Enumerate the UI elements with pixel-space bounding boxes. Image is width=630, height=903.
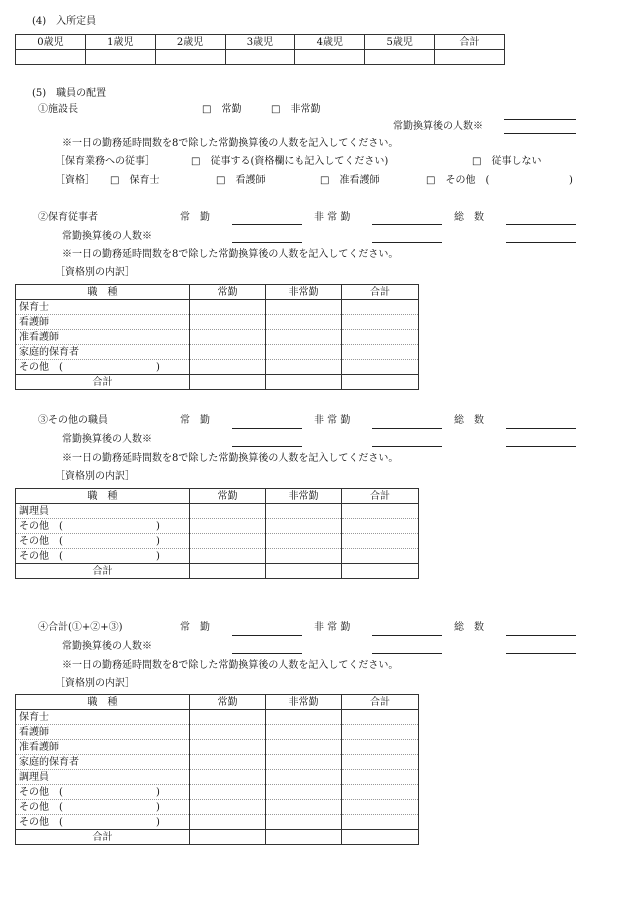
row-label — [16, 519, 190, 534]
col-type: 職 種 — [16, 285, 190, 300]
table-row — [16, 815, 419, 830]
cell[interactable] — [190, 330, 266, 345]
col-full: 常勤 — [190, 695, 266, 710]
cell[interactable] — [342, 770, 419, 785]
cell[interactable] — [266, 519, 342, 534]
cell[interactable] — [342, 315, 419, 330]
capacity-input[interactable] — [16, 50, 86, 65]
cell[interactable] — [190, 315, 266, 330]
row-label — [16, 815, 190, 830]
section-4-title: (4) 入所定員 — [32, 16, 97, 27]
age-header: 1歳児 — [85, 35, 155, 50]
cell[interactable] — [266, 785, 342, 800]
paren-close: ) — [156, 361, 160, 373]
row-label: 家庭的保育者 — [16, 345, 190, 360]
table-row — [16, 330, 419, 345]
converted-total-input[interactable] — [506, 446, 576, 447]
director-fulltime-checkbox[interactable]: □ 常勤 — [202, 104, 242, 115]
capacity-table — [15, 34, 505, 65]
grand-total-breakdown-table — [15, 694, 419, 845]
total-label: 総 数 — [454, 622, 484, 633]
row-label: 家庭的保育者 — [16, 755, 190, 770]
converted-label: 常勤換算後の人数※ — [62, 231, 152, 242]
other-staff-breakdown-table — [15, 488, 419, 579]
note: ※一日の勤務延時間数を8で除した常勤換算後の人数を記入してください。 — [62, 660, 399, 671]
total-input[interactable] — [506, 224, 576, 225]
total-row — [16, 375, 419, 390]
fulltime-label: 常 勤 — [180, 622, 210, 633]
cell[interactable] — [190, 815, 266, 830]
table-row — [16, 725, 419, 740]
cell[interactable] — [190, 800, 266, 815]
parttime-label: 非 常 勤 — [314, 415, 351, 426]
age-header: 4歳児 — [295, 35, 365, 50]
col-part: 非常勤 — [266, 695, 342, 710]
cell[interactable] — [266, 345, 342, 360]
cell[interactable] — [190, 534, 266, 549]
table-row — [16, 360, 419, 375]
cell[interactable] — [190, 300, 266, 315]
row-label-text: その他 ( — [19, 535, 63, 547]
cell[interactable] — [342, 330, 419, 345]
cell[interactable] — [190, 710, 266, 725]
converted-total-input[interactable] — [506, 653, 576, 654]
cell[interactable] — [342, 710, 419, 725]
parttime-input[interactable] — [372, 224, 442, 225]
cell[interactable] — [342, 785, 419, 800]
qual-nursery-checkbox[interactable]: □ 保育士 — [110, 175, 160, 186]
cell[interactable] — [190, 770, 266, 785]
total-row — [16, 564, 419, 579]
director-note: ※一日の勤務延時間数を8で除した常勤換算後の人数を記入してください。 — [62, 138, 399, 149]
row-label-text: その他 ( — [19, 786, 63, 798]
age-header: 合計 — [435, 35, 505, 50]
capacity-input[interactable] — [435, 50, 505, 65]
converted-fulltime-input[interactable] — [232, 242, 302, 243]
qual-other-close: ) — [569, 175, 573, 186]
duty-yes-checkbox[interactable]: □ 従事する(資格欄にも記入してください) — [191, 156, 389, 167]
duty-label: ［保育業務への従事］ — [55, 156, 155, 167]
director-converted-input[interactable] — [504, 119, 576, 120]
cell[interactable] — [190, 360, 266, 375]
converted-fulltime-input[interactable] — [232, 653, 302, 654]
col-part: 非常勤 — [266, 489, 342, 504]
capacity-input[interactable] — [155, 50, 225, 65]
cell[interactable] — [190, 725, 266, 740]
cell[interactable] — [266, 815, 342, 830]
fulltime-input[interactable] — [232, 428, 302, 429]
converted-parttime-input[interactable] — [372, 446, 442, 447]
row-label: 保育士 — [16, 300, 190, 315]
capacity-input[interactable] — [225, 50, 295, 65]
paren-close: ) — [156, 786, 160, 798]
qualification-label: ［資格］ — [55, 175, 95, 186]
row-total-label: 合計 — [16, 830, 190, 845]
cell[interactable] — [342, 800, 419, 815]
row-label: 調理員 — [16, 504, 190, 519]
row-label-text: その他 ( — [19, 361, 63, 373]
cell[interactable] — [266, 710, 342, 725]
director-label: ①施設長 — [38, 104, 78, 115]
qual-nurse-checkbox[interactable]: □ 看護師 — [216, 175, 266, 186]
col-total: 合計 — [342, 695, 419, 710]
cell[interactable] — [342, 375, 419, 390]
cell[interactable] — [190, 564, 266, 579]
row-label — [16, 785, 190, 800]
converted-label: 常勤換算後の人数※ — [62, 434, 152, 445]
parttime-label: 非 常 勤 — [314, 212, 351, 223]
table-row — [16, 315, 419, 330]
row-label — [16, 549, 190, 564]
total-label: 総 数 — [454, 212, 484, 223]
capacity-input[interactable] — [365, 50, 435, 65]
capacity-input[interactable] — [295, 50, 365, 65]
total-label: 総 数 — [454, 415, 484, 426]
col-type: 職 種 — [16, 695, 190, 710]
cell[interactable] — [342, 815, 419, 830]
childcare-workers-label: ②保育従事者 — [38, 212, 98, 223]
grand-total-label: ④合計(①+②+③) — [38, 622, 123, 633]
table-row — [16, 770, 419, 785]
capacity-input[interactable] — [85, 50, 155, 65]
row-label: 看護師 — [16, 725, 190, 740]
parttime-label: 非 常 勤 — [314, 622, 351, 633]
director-converted-label: 常勤換算後の人数※ — [393, 121, 483, 132]
row-label — [16, 360, 190, 375]
paren-close: ) — [156, 816, 160, 828]
note: ※一日の勤務延時間数を8で除した常勤換算後の人数を記入してください。 — [62, 453, 399, 464]
cell[interactable] — [266, 770, 342, 785]
cell[interactable] — [342, 504, 419, 519]
row-label: 保育士 — [16, 710, 190, 725]
converted-total-input[interactable] — [506, 242, 576, 243]
cell[interactable] — [266, 800, 342, 815]
row-label — [16, 800, 190, 815]
table-row — [16, 534, 419, 549]
paren-close: ) — [156, 520, 160, 532]
cell[interactable] — [190, 504, 266, 519]
childcare-breakdown-table — [15, 284, 419, 390]
duty-no-checkbox[interactable]: □ 従事しない — [472, 156, 542, 167]
cell[interactable] — [266, 330, 342, 345]
cell[interactable] — [342, 564, 419, 579]
table-row — [16, 800, 419, 815]
cell[interactable] — [266, 504, 342, 519]
cell[interactable] — [342, 755, 419, 770]
fulltime-input[interactable] — [232, 224, 302, 225]
cell[interactable] — [190, 755, 266, 770]
cell[interactable] — [266, 375, 342, 390]
total-row — [16, 830, 419, 845]
table-row — [16, 785, 419, 800]
converted-fulltime-input[interactable] — [232, 446, 302, 447]
cell[interactable] — [266, 725, 342, 740]
fulltime-label: 常 勤 — [180, 415, 210, 426]
total-input[interactable] — [506, 428, 576, 429]
cell[interactable] — [342, 725, 419, 740]
total-input[interactable] — [506, 635, 576, 636]
cell[interactable] — [266, 360, 342, 375]
cell[interactable] — [342, 300, 419, 315]
breakdown-label: ［資格別の内訳］ — [55, 267, 135, 278]
cell[interactable] — [266, 830, 342, 845]
table-row — [16, 710, 419, 725]
cell[interactable] — [266, 740, 342, 755]
age-header: 0歳児 — [16, 35, 86, 50]
table-row — [16, 549, 419, 564]
cell[interactable] — [342, 360, 419, 375]
breakdown-label: ［資格別の内訳］ — [55, 471, 135, 482]
row-label: 准看護師 — [16, 740, 190, 755]
paren-close: ) — [156, 801, 160, 813]
table-row — [16, 755, 419, 770]
col-type: 職 種 — [16, 489, 190, 504]
col-total: 合計 — [342, 489, 419, 504]
converted-parttime-input[interactable] — [372, 653, 442, 654]
col-total: 合計 — [342, 285, 419, 300]
director-converted-input-line[interactable] — [504, 133, 576, 134]
cell[interactable] — [342, 740, 419, 755]
cell[interactable] — [190, 375, 266, 390]
cell[interactable] — [266, 300, 342, 315]
parttime-input[interactable] — [372, 428, 442, 429]
col-part: 非常勤 — [266, 285, 342, 300]
parttime-input[interactable] — [372, 635, 442, 636]
cell[interactable] — [266, 755, 342, 770]
age-header: 2歳児 — [155, 35, 225, 50]
row-label-text: その他 ( — [19, 801, 63, 813]
converted-parttime-input[interactable] — [372, 242, 442, 243]
converted-label: 常勤換算後の人数※ — [62, 641, 152, 652]
paren-close: ) — [156, 550, 160, 562]
qual-other-checkbox[interactable]: □ その他 ( — [426, 175, 490, 186]
col-full: 常勤 — [190, 285, 266, 300]
table-row — [16, 519, 419, 534]
row-total-label: 合計 — [16, 564, 190, 579]
cell[interactable] — [190, 785, 266, 800]
cell[interactable] — [266, 315, 342, 330]
row-label: 准看護師 — [16, 330, 190, 345]
cell[interactable] — [266, 534, 342, 549]
table-row — [16, 740, 419, 755]
fulltime-label: 常 勤 — [180, 212, 210, 223]
row-total-label: 合計 — [16, 375, 190, 390]
cell[interactable] — [266, 564, 342, 579]
table-row — [16, 300, 419, 315]
age-header: 3歳児 — [225, 35, 295, 50]
age-header: 5歳児 — [365, 35, 435, 50]
paren-close: ) — [156, 535, 160, 547]
row-label: 看護師 — [16, 315, 190, 330]
row-label-text: その他 ( — [19, 816, 63, 828]
cell[interactable] — [190, 740, 266, 755]
cell[interactable] — [342, 830, 419, 845]
breakdown-label: ［資格別の内訳］ — [55, 678, 135, 689]
section-5-title: (5) 職員の配置 — [32, 88, 107, 99]
other-staff-label: ③その他の職員 — [38, 415, 108, 426]
note: ※一日の勤務延時間数を8で除した常勤換算後の人数を記入してください。 — [62, 249, 399, 260]
row-label — [16, 534, 190, 549]
cell[interactable] — [190, 549, 266, 564]
cell[interactable] — [342, 345, 419, 360]
cell[interactable] — [342, 534, 419, 549]
cell[interactable] — [342, 519, 419, 534]
row-label-text: その他 ( — [19, 520, 63, 532]
col-full: 常勤 — [190, 489, 266, 504]
cell[interactable] — [190, 519, 266, 534]
cell[interactable] — [266, 549, 342, 564]
director-parttime-checkbox[interactable]: □ 非常勤 — [271, 104, 321, 115]
row-label: 調理員 — [16, 770, 190, 785]
cell[interactable] — [190, 830, 266, 845]
table-row — [16, 345, 419, 360]
row-label-text: その他 ( — [19, 550, 63, 562]
fulltime-input[interactable] — [232, 635, 302, 636]
cell[interactable] — [342, 549, 419, 564]
qual-assoc-nurse-checkbox[interactable]: □ 准看護師 — [320, 175, 380, 186]
table-row — [16, 504, 419, 519]
cell[interactable] — [190, 345, 266, 360]
